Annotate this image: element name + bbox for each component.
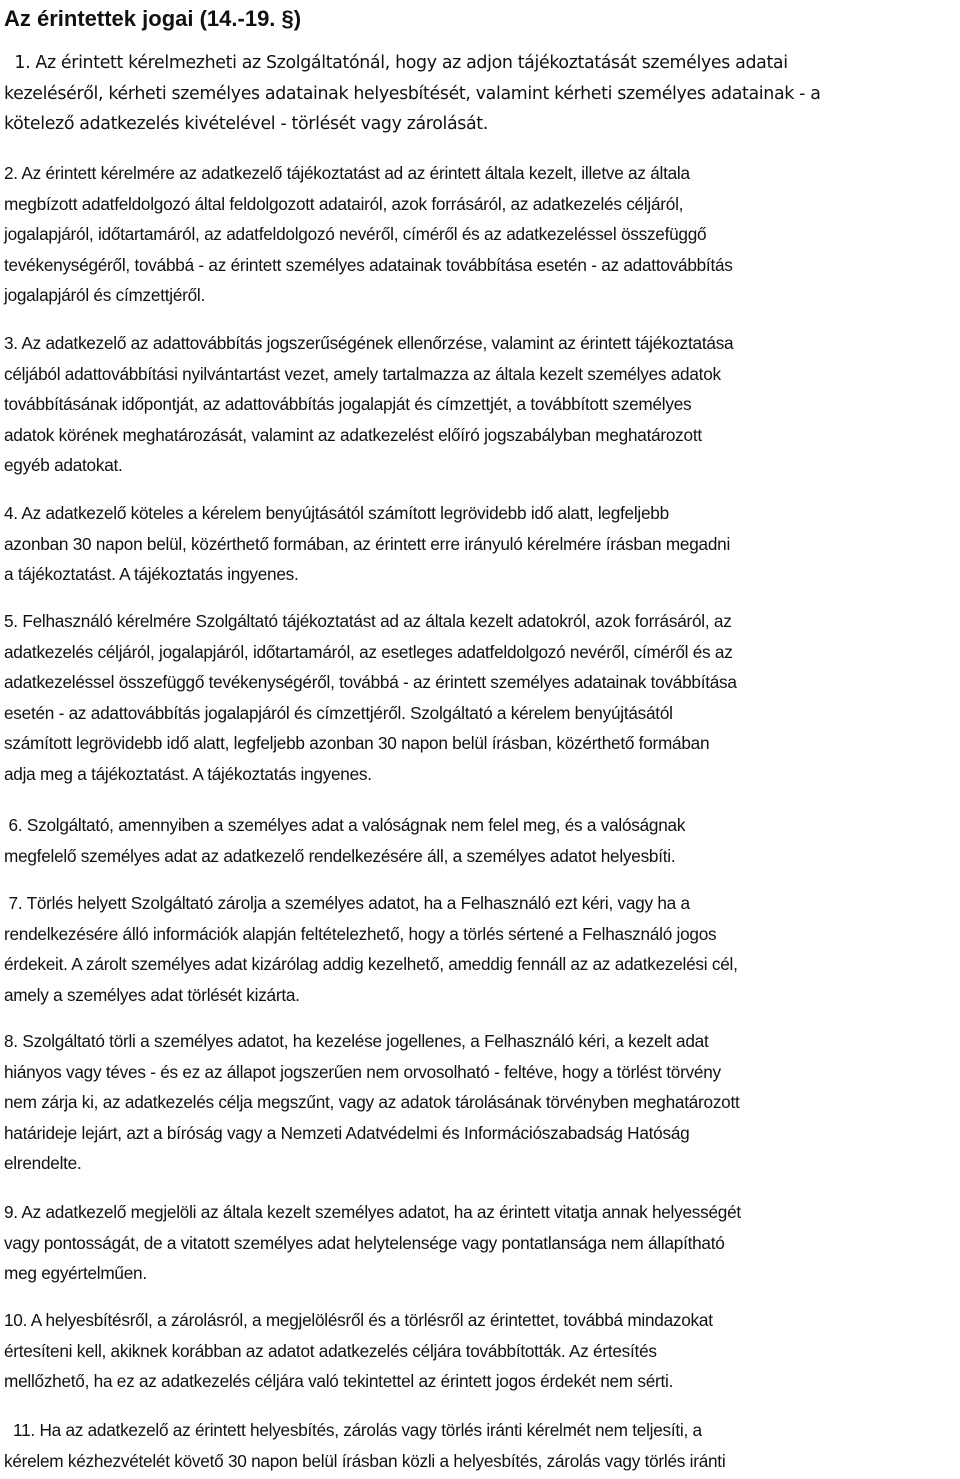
paragraph-line: nem zárja ki, az adatkezelés célja megszűnt, vagy az adatok tárolásának törvényben meghatározott bbox=[4, 1092, 740, 1112]
paragraph-line: kérelem kézhezvételét követő 30 napon belül írásban közli a helyesbítés, zárolás vagy törlés iránti bbox=[4, 1450, 726, 1471]
paragraph-line: 6. Szolgáltató, amennyiben a személyes adat a valóságnak nem felel meg, és a valóságnak bbox=[4, 815, 686, 835]
paragraph-line: céljából adattovábbítási nyilvántartást vezet, amely tartalmazza az általa kezelt személyes adatok bbox=[4, 363, 721, 384]
paragraph-2 bbox=[4, 158, 960, 311]
paragraph-line: adja meg a tájékoztatást. A tájékoztatás ingyenes. bbox=[4, 763, 372, 784]
paragraph-line: kötelező adatkezelés kivételével - törlését vagy zárolását. bbox=[4, 114, 488, 134]
paragraph-line: megfelelő személyes adat az adatkezelő rendelkezésére áll, a személyes adatot helyesbíti. bbox=[4, 845, 676, 866]
paragraph-line: 2. Az érintett kérelmére az adatkezelő tájékoztatást ad az érintett általa kezelt, illetve az általa bbox=[4, 163, 690, 183]
paragraph-line: határideje lejárt, azt a bíróság vagy a Nemzeti Adatvédelmi és Információszabadság Hatóság bbox=[4, 1122, 690, 1143]
paragraph-line: 10. A helyesbítésről, a zárolásról, a megjelölésről és a törlésről az érintettet, továbbá mindazokat bbox=[4, 1310, 713, 1330]
paragraph-6 bbox=[4, 810, 960, 871]
paragraph-line: elrendelte. bbox=[4, 1153, 82, 1173]
paragraph-line: továbbításának időpontját, az adattovábbítás jogalapját és címzettjét, a továbbított személyes bbox=[4, 394, 692, 414]
paragraph-line: a tájékoztatást. A tájékoztatás ingyenes. bbox=[4, 564, 299, 584]
paragraph-line: mellőzhető, ha ez az adatkezelés céljára való tekintettel az érintett jogos érdekét nem sérti. bbox=[4, 1371, 674, 1391]
paragraph-7 bbox=[4, 888, 960, 1010]
paragraph-line: számított legrövidebb idő alatt, legfeljebb azonban 30 napon belül írásban, közérthető formában bbox=[4, 733, 710, 753]
paragraph-line: adatkezeléssel összefüggő tevékenységéről, továbbá - az érintett személyes adatainak továbbítása bbox=[4, 672, 737, 692]
paragraph-line: rendelkezésére álló információk alapján feltételezhető, hogy a törlés sértené a Felhasználó jogos bbox=[4, 923, 717, 944]
paragraph-8 bbox=[4, 1026, 960, 1179]
paragraph-line: tevékenységéről, továbbá - az érintett személyes adatainak továbbítása esetén - az adattovábbítás bbox=[4, 254, 733, 275]
paragraph-line: jogalapjáról, időtartamáról, az adatfeldolgozó nevéről, címéről és az adatkezeléssel összefüggő bbox=[4, 224, 707, 244]
paragraph-line: 11. Ha az adatkezelő az érintett helyesbítés, zárolás vagy törlés iránti kérelmét nem teljesíti, a bbox=[4, 1420, 702, 1440]
paragraph-4 bbox=[4, 498, 960, 590]
paragraph-line: vagy pontosságát, de a vitatott személyes adat helytelensége vagy pontatlansága nem állapítható bbox=[4, 1232, 725, 1253]
paragraph-10 bbox=[4, 1305, 960, 1397]
paragraph-11 bbox=[4, 1415, 960, 1476]
paragraph-5 bbox=[4, 606, 960, 789]
paragraph-line: 3. Az adatkezelő az adattovábbítás jogszerűségének ellenőrzése, valamint az érintett tájékoztatása bbox=[4, 333, 734, 353]
paragraph-line: jogalapjáról és címzettjéről. bbox=[4, 285, 206, 305]
paragraph-line: 9. Az adatkezelő megjelöli az általa kezelt személyes adatot, ha az érintett vitatja annak helyességét bbox=[4, 1202, 741, 1222]
paragraph-line: megbízott adatfeldolgozó által feldolgozott adatairól, azok forrásáról, az adatkezelés céljáról, bbox=[4, 193, 684, 214]
paragraph-line: 4. Az adatkezelő köteles a kérelem benyújtásától számított legrövidebb idő alatt, legfeljebb bbox=[4, 503, 669, 523]
paragraph-line: adatok körének meghatározását, valamint az adatkezelést előíró jogszabályban meghatározott bbox=[4, 424, 702, 445]
paragraph-line: 7. Törlés helyett Szolgáltató zárolja a személyes adatot, ha a Felhasználó ezt kéri, vagy ha a bbox=[4, 893, 690, 913]
paragraph-line: kezeléséről, kérheti személyes adatainak helyesbítését, valamint kérheti személyes adatainak - a bbox=[4, 83, 821, 104]
page-title: Az érintettek jogai (14.-19. §) bbox=[4, 6, 302, 31]
paragraph-line: adatkezelés céljáról, jogalapjáról, időtartamáról, az esetleges adatfeldolgozó nevéről, címéről és az bbox=[4, 641, 733, 662]
paragraph-line: 5. Felhasználó kérelmére Szolgáltató tájékoztatást ad az általa kezelt adatokról, azok forrásáról, az bbox=[4, 611, 732, 631]
paragraph-line: meg egyértelműen. bbox=[4, 1263, 147, 1283]
paragraph-line: azonban 30 napon belül, közérthető formában, az érintett erre irányuló kérelmére írásban megadni bbox=[4, 533, 731, 554]
paragraph-1 bbox=[4, 48, 960, 140]
paragraph-3 bbox=[4, 328, 960, 481]
paragraph-line: értesíteni kell, akiknek korábban az adatot adatkezelés céljára továbbították. Az értesítés bbox=[4, 1340, 657, 1361]
paragraph-line: 8. Szolgáltató törli a személyes adatot, ha kezelése jogellenes, a Felhasználó kéri, a kezelt adat bbox=[4, 1031, 709, 1051]
paragraph-line: hiányos vagy téves - és ez az állapot jogszerűen nem orvosolható - feltéve, hogy a törlést törvény bbox=[4, 1061, 721, 1082]
paragraph-line: amely a személyes adat törlését kizárta. bbox=[4, 984, 300, 1005]
paragraph-line: egyéb adatokat. bbox=[4, 455, 123, 475]
paragraph-9 bbox=[4, 1197, 960, 1289]
paragraph-line: esetén - az adattovábbítás jogalapjáról és címzettjéről. Szolgáltató a kérelem benyújtásától bbox=[4, 702, 673, 723]
paragraph-line: 1. Az érintett kérelmezheti az Szolgáltatónál, hogy az adjon tájékoztatását személyes adatai bbox=[4, 53, 788, 73]
paragraph-line: érdekeit. A zárolt személyes adat kizárólag addig kezelhető, ameddig fennáll az az adatkezelési cél, bbox=[4, 954, 738, 974]
